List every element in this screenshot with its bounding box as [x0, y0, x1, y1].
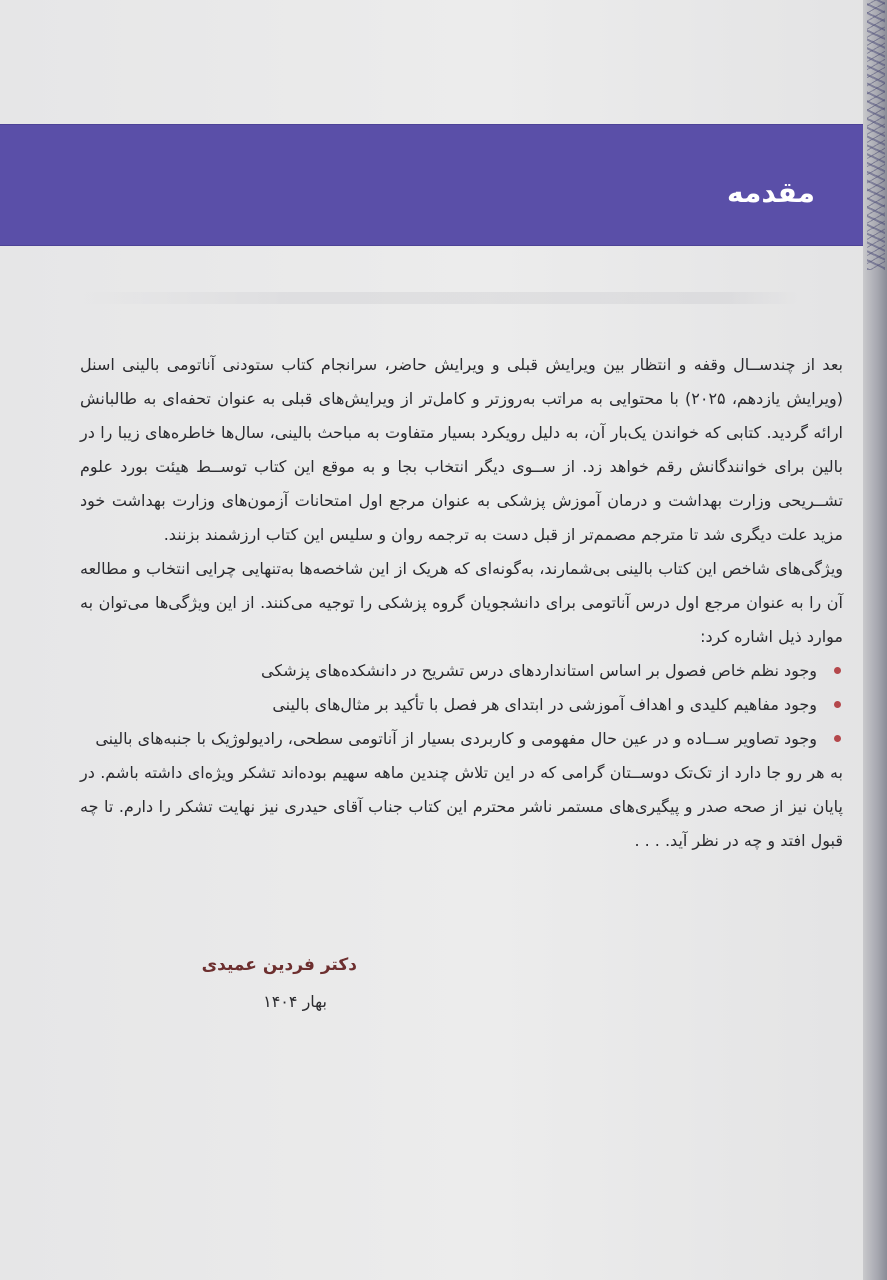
- list-item: [80, 722, 817, 756]
- list-item-text: وجود نظم خاص فصول بر اساس استانداردهای درس تشریح در دانشکده‌های پزشکی: [261, 661, 817, 680]
- list-item: [80, 654, 817, 688]
- list-item: [80, 688, 817, 722]
- list-item-text: وجود مفاهیم کلیدی و اهداف آموزشی در ابتدای هر فصل با تأکید بر مثال‌های بالینی: [272, 695, 817, 714]
- signature-block: [0, 955, 887, 1025]
- signature-date: بهار ۱۴۰۴: [263, 992, 327, 1011]
- cover-pattern-edge: [867, 0, 885, 270]
- feature-list: [80, 654, 817, 756]
- bullet-icon: [834, 667, 841, 674]
- bullet-icon: [834, 735, 841, 742]
- list-item-text: وجود تصاویر ســاده و در عین حال مفهومی و کاربردی بسیار از آناتومی سطحی، رادیولوژیک با جنبه‌های بالینی: [95, 729, 817, 748]
- faint-bleed-text: [79, 292, 799, 304]
- paragraph-closing: به هر رو جا دارد از تک‌تک دوســتان گرامی که در این تلاش چندین ماهه سهیم بوده‌اند تشکر ویژه‌ای داشته باشم. در پایان نیز از صحه صدر و پیگیری‌های مستمر ناشر محترم این کتاب جناب آقای حیدری نیز نهایت تشکر را دارم. تا چه قبول افتد و چه در نظر آید. . . .: [80, 763, 843, 850]
- paragraph-intro: بعد از چندســال وقفه و انتظار بین ویرایش قبلی و ویرایش حاضر، سرانجام کتاب ستودنی آناتومی بالینی اسنل (ویرایش یازدهم، ۲۰۲۵) با محتوایی به مراتب به‌روزتر و کامل‌تر از ویرایش‌های قبلی به عنوان تحفه‌ای به طالبانش ارائه گردید. کتابی که خواندن یک‌بار آن، به دلیل رویکرد بسیار متفاوت به مباحث بالینی، سال‌ها خاطره‌های زیبا را در بالین برای خوانندگانش رقم خواهد زد. از ســوی دیگر انتخاب بجا و به موقع این کتاب توســط هیئت بورد علوم تشــریحی وزارت بهداشت و درمان آموزش پزشکی به عنوان مرجع اول امتحانات آزمون‌های وزارت بهداشت خود مزید علت دیگری شد تا مترجم مصمم‌تر از قبل دست به ترجمه روان و سلیس این کتاب ارزشمند بزنند.: [80, 355, 843, 544]
- book-page-edge: [863, 0, 887, 1280]
- author-name: دکتر فردین عمیدی: [201, 955, 357, 975]
- paragraph-features: ویژگی‌های شاخص این کتاب بالینی بی‌شمارند، به‌گونه‌ای که هریک از این شاخصه‌ها به‌تنهایی چرایی انتخاب و مطالعه آن را به عنوان مرجع اول درس آناتومی برای دانشجویان گروه پزشکی را توجیه می‌کنند. از این ویژگی‌ها می‌توان به موارد ذیل اشاره کرد:: [80, 559, 843, 646]
- body-content: [80, 348, 843, 858]
- bullet-icon: [834, 701, 841, 708]
- page-title: مقدمه: [727, 176, 815, 209]
